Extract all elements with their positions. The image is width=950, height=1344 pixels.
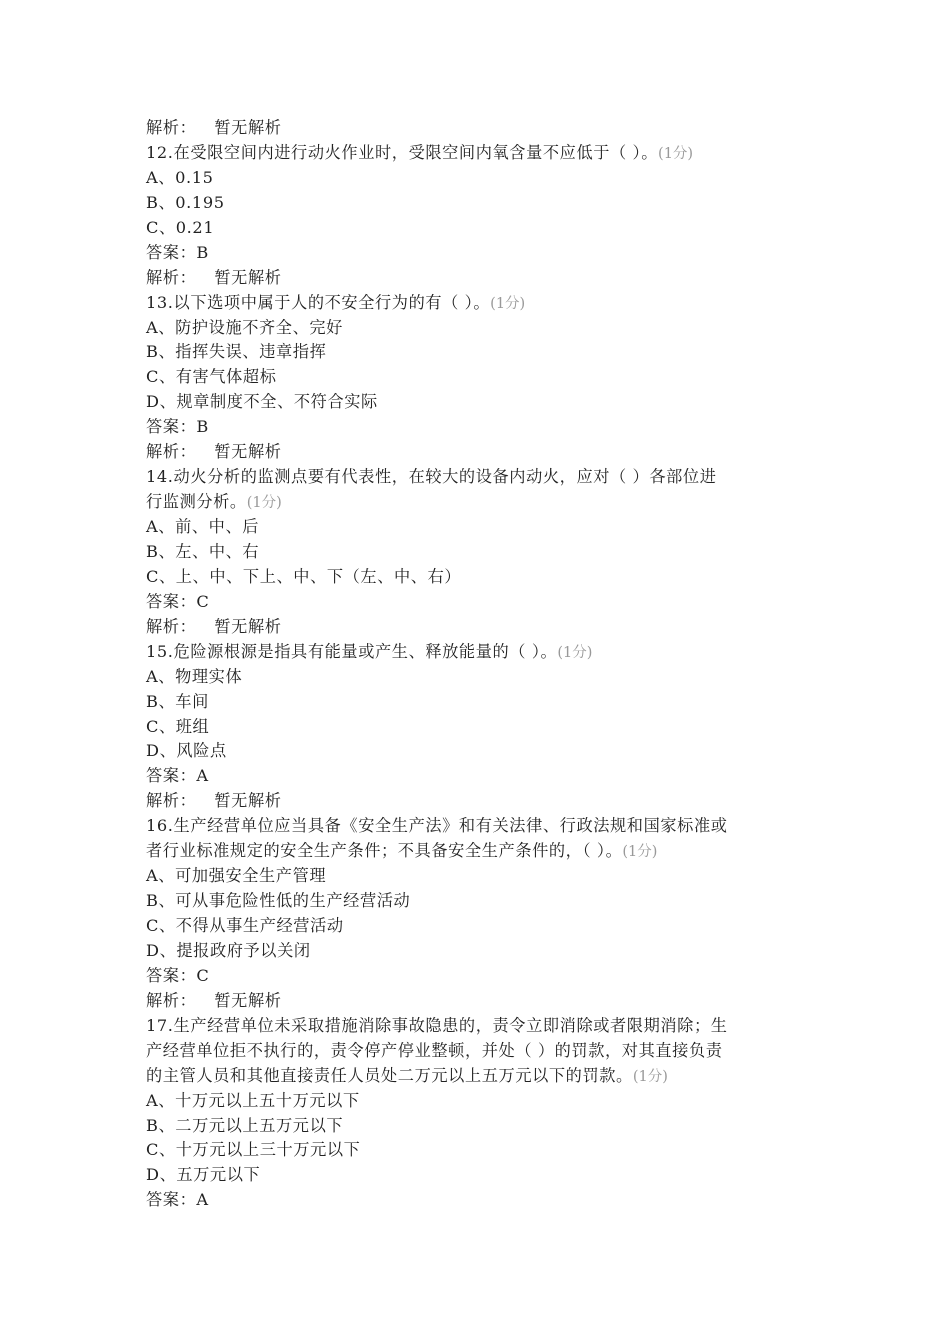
- question-text-line: [146, 465, 816, 490]
- analysis-line: [146, 116, 816, 141]
- analysis-text: 暂无解析: [214, 118, 282, 137]
- option-item: B、左、中、右: [146, 541, 260, 561]
- question-text: 行监测分析。: [146, 492, 247, 512]
- answer-label: 答案：: [146, 242, 197, 262]
- analysis-label: 解析：: [146, 267, 197, 287]
- answer-value: A: [196, 1190, 209, 1210]
- answer-line: [146, 241, 816, 266]
- analysis-line: [146, 989, 816, 1014]
- option-item: A、0.15: [146, 167, 214, 187]
- question-text-line: [146, 814, 816, 839]
- question-text: 16.生产经营单位应当具备《安全生产法》和有关法律、行政法规和国家标准或: [146, 816, 728, 836]
- question-text-line: [146, 1039, 816, 1064]
- answer-value: A: [196, 766, 209, 786]
- option-item: C、0.21: [146, 217, 215, 237]
- option-item: D、提报政府予以关闭: [146, 940, 311, 960]
- analysis-line: [146, 266, 816, 291]
- answer-line: [146, 590, 816, 615]
- answer-label: 答案：: [146, 766, 197, 786]
- option-item: A、十万元以上五十万元以下: [146, 1090, 360, 1110]
- question-score: (1分): [632, 1068, 668, 1085]
- option-item: A、可加强安全生产管理: [146, 866, 327, 886]
- exam-page: [146, 116, 816, 1213]
- analysis-text: 暂无解析: [214, 616, 282, 636]
- answer-value: C: [196, 965, 210, 985]
- answer-line: [146, 964, 816, 989]
- question-block: [146, 1014, 816, 1214]
- question-block: [146, 814, 816, 1014]
- question-block: [146, 465, 816, 640]
- analysis-text: 暂无解析: [214, 791, 282, 811]
- analysis-text: 暂无解析: [214, 442, 282, 462]
- question-score: (1分): [246, 495, 282, 512]
- option-item: B、指挥失误、违章指挥: [146, 342, 327, 362]
- question-score: (1分): [557, 644, 593, 661]
- answer-line: [146, 1188, 816, 1213]
- question-block: [146, 291, 816, 466]
- analysis-label: 解析：: [146, 990, 197, 1010]
- question-text: 者行业标准规定的安全生产条件；不具备安全生产条件的，（ ）。: [146, 841, 623, 861]
- option-item: B、0.195: [146, 192, 225, 212]
- question-text-line: [146, 839, 816, 864]
- question-score: (1分): [490, 295, 526, 312]
- option-item: C、班组: [146, 716, 210, 736]
- question-text-line: [146, 141, 816, 166]
- question-text: 13.以下选项中属于人的不安全行为的有（ ）。: [146, 292, 491, 312]
- answer-value: B: [196, 417, 209, 437]
- answer-line: [146, 764, 816, 789]
- option-item: A、物理实体: [146, 666, 243, 686]
- answer-value: C: [196, 591, 210, 611]
- question-text-line: [146, 640, 816, 665]
- answer-label: 答案：: [146, 591, 197, 611]
- analysis-line: [146, 615, 816, 640]
- question-text-line: [146, 490, 816, 515]
- question-score: (1分): [622, 844, 658, 861]
- analysis-line: [146, 440, 816, 465]
- analysis-label: 解析：: [146, 442, 197, 462]
- question-text-line: [146, 1014, 816, 1039]
- analysis-label: 解析：: [146, 791, 197, 811]
- question-text: 15.危险源根源是指具有能量或产生、释放能量的（ ）。: [146, 641, 558, 661]
- question-text: 14.动火分析的监测点要有代表性，在较大的设备内动火，应对（ ）各部位进: [146, 467, 717, 487]
- option-item: A、前、中、后: [146, 517, 260, 536]
- option-item: B、车间: [146, 691, 209, 711]
- analysis-label: 解析：: [146, 616, 197, 636]
- option-item: B、二万元以上五万元以下: [146, 1115, 344, 1135]
- question-text-line: [146, 291, 816, 316]
- analysis-text: 暂无解析: [214, 990, 282, 1010]
- option-item: D、风险点: [146, 741, 227, 761]
- question-text: 产经营单位拒不执行的，责令停产停业整顿，并处（ ）的罚款，对其直接负责: [146, 1040, 723, 1060]
- option-item: D、五万元以下: [146, 1165, 261, 1185]
- question-text: 12.在受限空间内进行动火作业时，受限空间内氧含量不应低于（ ）。: [146, 142, 659, 162]
- question-score: (1分): [658, 145, 694, 162]
- option-item: C、上、中、下上、中、下（左、中、右）: [146, 566, 462, 586]
- answer-label: 答案：: [146, 1190, 197, 1210]
- option-item: C、有害气体超标: [146, 367, 277, 387]
- option-item: C、不得从事生产经营活动: [146, 916, 344, 935]
- option-item: B、可从事危险性低的生产经营活动: [146, 891, 411, 911]
- question-block: [146, 640, 816, 815]
- question-text: 的主管人员和其他直接责任人员处二万元以上五万元以下的罚款。: [146, 1065, 633, 1085]
- answer-line: [146, 415, 816, 440]
- question-text-line: [146, 1064, 816, 1089]
- question-block: [146, 141, 816, 291]
- analysis-text: 暂无解析: [214, 267, 282, 287]
- question-text: 17.生产经营单位未采取措施消除事故隐患的，责令立即消除或者限期消除；生: [146, 1015, 728, 1035]
- analysis-line: [146, 789, 816, 814]
- answer-label: 答案：: [146, 417, 197, 437]
- option-item: A、防护设施不齐全、完好: [146, 317, 343, 337]
- option-item: D、规章制度不全、不符合实际: [146, 392, 378, 412]
- answer-label: 答案：: [146, 965, 197, 985]
- answer-value: B: [196, 242, 209, 262]
- option-item: C、十万元以上三十万元以下: [146, 1140, 361, 1160]
- question-list: [146, 141, 816, 1213]
- analysis-label: 解析：: [146, 118, 197, 137]
